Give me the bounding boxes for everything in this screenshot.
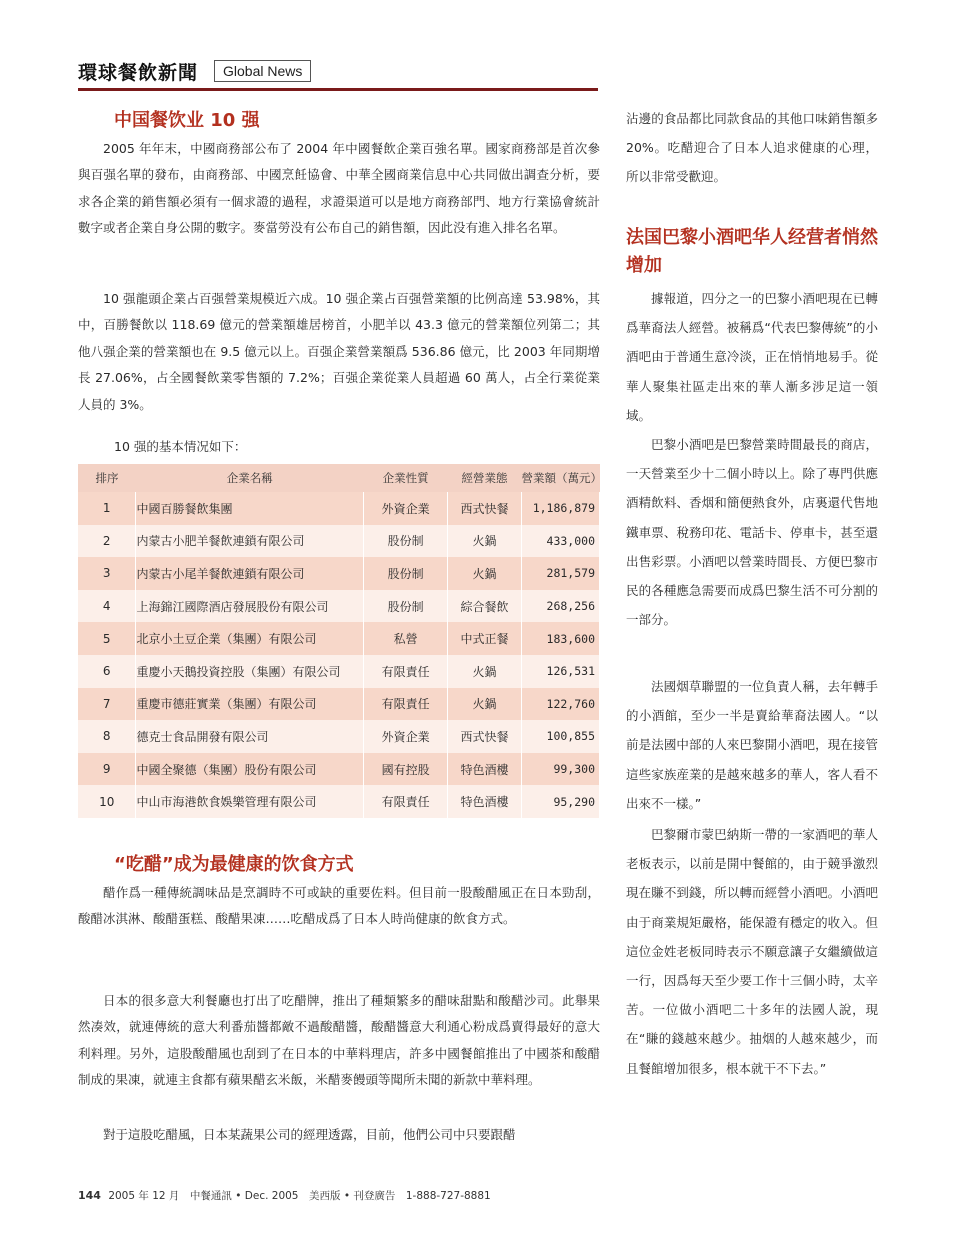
revenue-cell: 268,256 [521,590,599,623]
type-cell: 有限責任 [364,785,448,818]
company-cell: 北京小土豆企業（集團）有限公司 [136,622,364,655]
format-cell: 火鍋 [448,525,522,558]
revenue-cell: 95,290 [521,785,599,818]
article3-paragraph-1: 據報道，四分之一的巴黎小酒吧現在已轉爲華裔法人經營。被稱爲“代表巴黎傳統”的小酒吧由于普通生意冷淡，正在悄悄地易手。從華人聚集社區走出來的華人漸多涉足這一領域。 [626,291,878,423]
top10-table [78,464,600,818]
company-cell: 中國全聚德（集團）股份有限公司 [136,753,364,786]
company-cell: 内蒙古小肥羊餐飲連鎖有限公司 [136,525,364,558]
table-body [78,492,600,818]
header-rank: 排序 [78,464,136,492]
article-title-top10: 中国餐饮业 10 强 [114,110,260,131]
footer-text: 2005 年 12 月 中餐通訊 • Dec. 2005 美西版 • 刊登廣告 1-888-727-8881 [108,1190,491,1202]
header-format: 經營業態 [448,464,522,492]
type-cell: 私營 [364,622,448,655]
type-cell: 國有控股 [364,753,448,786]
article2-paragraph-3: 對于這股吃醋風，日本某蔬果公司的經理透露，目前，他們公司中只要跟醋 [103,1127,516,1142]
table-header-row [78,464,600,492]
format-cell: 火鍋 [448,557,522,590]
revenue-cell: 100,855 [521,720,599,753]
table-row [78,557,600,590]
table-row [78,622,600,655]
article3-paragraph-4: 巴黎爾市蒙巴納斯一帶的一家酒吧的華人老板表示，以前是開中餐館的，由于競爭激烈現在賺不到錢，所以轉而經營小酒吧。小酒吧由于商業規矩嚴格，能保證有穩定的收入。但這位金姓老板同時表示不願意讓子女繼續做這一行，因爲每天至少要工作十三個小時，太辛苦。一位做小酒吧二十多年的法國人說，現在“賺的錢越來越少。抽烟的人越來越少，而且餐館增加很多，根本就干不下去。” [626,827,878,1076]
masthead [78,58,598,88]
table-row [78,720,600,753]
table-row [78,590,600,623]
rank-cell: 3 [78,557,136,590]
article1-paragraph-3: 10 强的基本情况如下： [114,439,247,454]
type-cell: 股份制 [364,525,448,558]
article3-paragraph-3: 法國烟草聯盟的一位負責人稱，去年轉手的小酒館，至少一半是賣給華裔法國人。“以前是法國中部的人來巴黎開小酒吧，現在接管這些家族産業的是越來越多的華人，客人看不出來不一樣。” [626,679,878,811]
header-revenue: 營業額（萬元） [521,464,599,492]
rank-cell: 4 [78,590,136,623]
company-cell: 重慶小天鵝投資控股（集團）有限公司 [136,655,364,688]
revenue-cell: 1,186,879 [521,492,599,525]
article2-paragraph-3-continued: 沾邊的食品都比同款食品的其他口味銷售額多 20%。吃醋迎合了日本人追求健康的心理，所以非常受歡迎。 [626,111,878,185]
page-footer [78,1188,491,1203]
format-cell: 西式快餐 [448,492,522,525]
article-title-vinegar: “吃醋”成为最健康的饮食方式 [114,854,354,875]
format-cell: 中式正餐 [448,622,522,655]
table-row [78,655,600,688]
revenue-cell: 126,531 [521,655,599,688]
revenue-cell: 99,300 [521,753,599,786]
type-cell: 股份制 [364,590,448,623]
rank-cell: 5 [78,622,136,655]
type-cell: 外資企業 [364,720,448,753]
format-cell: 特色酒樓 [448,753,522,786]
company-cell: 上海錦江國際酒店發展股份有限公司 [136,590,364,623]
page-number: 144 [78,1189,101,1202]
company-cell: 内蒙古小尾羊餐飲連鎖有限公司 [136,557,364,590]
revenue-cell: 183,600 [521,622,599,655]
company-cell: 德克士食品開發有限公司 [136,720,364,753]
rank-cell: 8 [78,720,136,753]
rank-cell: 9 [78,753,136,786]
format-cell: 綜合餐飲 [448,590,522,623]
section-label: Global News [214,60,311,82]
rank-cell: 10 [78,785,136,818]
format-cell: 火鍋 [448,688,522,721]
format-cell: 西式快餐 [448,720,522,753]
rank-cell: 2 [78,525,136,558]
revenue-cell: 122,760 [521,688,599,721]
header-type: 企業性質 [364,464,448,492]
article1-paragraph-2: 10 强龍頭企業占百强營業規模近六成。10 强企業占百强營業額的比例高達 53.98%，其中，百勝餐飲以 118.69 億元的營業額雄居榜首，小肥羊以 43.3 億元的營業額位列第二；其他八强企業的營業額也在 9.5 億元以上。百强企業營業額爲 536.86 億元，比 2003 年同期增長 27.06%，占全國餐飲業零售額的 7.2%；百强企業從業人員超過 60 萬人，占全行業從業人員的 3%。 [78,291,600,412]
rank-cell: 7 [78,688,136,721]
table-row [78,785,600,818]
table-row [78,753,600,786]
rank-cell: 1 [78,492,136,525]
article2-paragraph-1: 醋作爲一種傳統調味品是烹調時不可或缺的重要佐料。但目前一股酸醋風正在日本勁刮，酸醋冰淇淋、酸醋蛋糕、酸醋果凍……吃醋成爲了日本人時尚健康的飲食方式。 [78,885,600,927]
type-cell: 股份制 [364,557,448,590]
article1-paragraph-1: 2005 年年末，中國商務部公布了 2004 年中國餐飲企業百強名單。國家商務部是首次參與百强名單的發布，由商務部、中國烹飪協會、中華全國商業信息中心共同做出調查分析，要求各企業的銷售額必須有一個求證的過程，求證渠道可以是地方商務部門、地方行業協會統計數字或者企業自身公開的數字。麥當勞没有公布自己的銷售額，因此没有進入排名名單。 [78,141,600,236]
revenue-cell: 281,579 [521,557,599,590]
table-row [78,492,600,525]
company-cell: 中山市海港飲食娛樂管理有限公司 [136,785,364,818]
company-cell: 重慶市德莊實業（集團）有限公司 [136,688,364,721]
header-name: 企業名稱 [136,464,364,492]
format-cell: 火鍋 [448,655,522,688]
header-divider [78,88,598,91]
type-cell: 有限責任 [364,688,448,721]
article-title-paris-bars: 法国巴黎小酒吧华人经营者悄然增加 [626,227,878,276]
table-row [78,688,600,721]
format-cell: 特色酒樓 [448,785,522,818]
revenue-cell: 433,000 [521,525,599,558]
article2-paragraph-2: 日本的很多意大利餐廳也打出了吃醋牌，推出了種類繁多的醋味甜點和酸醋沙司。此舉果然凑效，就連傳統的意大利番茄醬都敵不過酸醋醬，酸醋醬意大利通心粉成爲賣得最好的意大利料理。另外，這股酸醋風也刮到了在日本的中華料理店，許多中國餐館推出了中國茶和酸醋制成的果凍，就連主食都有蘋果醋玄米飯，米醋麥饅頭等聞所未聞的新款中華料理。 [78,993,600,1088]
brand-title: 環球餐飲新聞 [78,62,199,84]
type-cell: 有限責任 [364,655,448,688]
article3-paragraph-2: 巴黎小酒吧是巴黎營業時間最長的商店，一天營業至少十二個小時以上。除了專門供應酒精飲料、香烟和簡便熱食外，店裏還代售地鐵車票、稅務印花、電話卡、停車卡，甚至還出售彩票。小酒吧以營業時間長、方便巴黎市民的各種應急需要而成爲巴黎生活不可分割的一部分。 [626,437,878,628]
rank-cell: 6 [78,655,136,688]
type-cell: 外資企業 [364,492,448,525]
company-cell: 中國百勝餐飲集團 [136,492,364,525]
table-row [78,525,600,558]
